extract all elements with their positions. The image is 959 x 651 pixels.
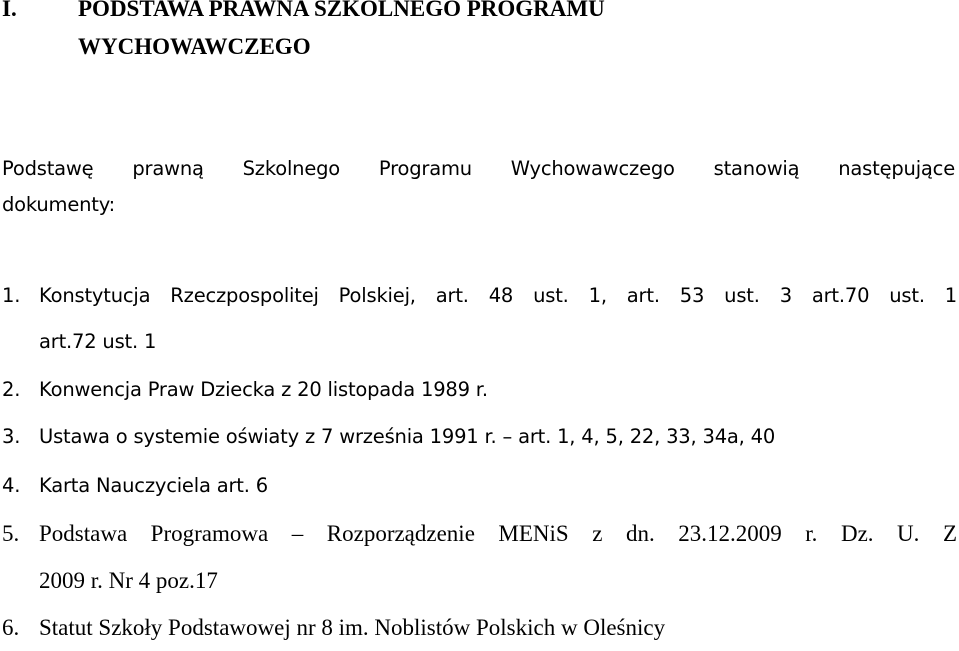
list-item-text: Ustawa o systemie oświaty z 7 września 1991 r. – art. 1, 4, 5, 22, 33, 34a, 40 [39,425,776,448]
list-item-text: Karta Nauczyciela art. 6 [39,474,268,497]
list-item-3 [2,425,957,455]
list-item-2 [2,378,957,408]
list-item-4 [2,474,957,504]
list-item-1-continuation: art.72 ust. 1 [39,330,157,353]
list-item-text: Statut Szkoły Podstawowej nr 8 im. Noblistów Polskich w Oleśnicy [39,615,666,640]
list-item-text: Podstawa Programowa – Rozporządzenie MENiS z dn. 23.12.2009 r. Dz. U. Z [39,521,957,546]
list-item-number: 6. [2,615,20,640]
list-item-number: 2. [2,378,21,401]
section-title-line-2: WYCHOWAWCZEGO [78,34,311,59]
section-title-line-1: PODSTAWA PRAWNA SZKOLNEGO PROGRAMU [78,0,605,21]
list-item-number: 4. [2,474,21,497]
list-item-number: 3. [2,425,21,448]
list-item-5-continuation: 2009 r. Nr 4 poz.17 [39,568,218,593]
intro-paragraph-line-1: Podstawę prawną Szkolnego Programu Wychowawczego stanowią następujące [2,157,955,180]
section-number: I. [2,0,17,21]
list-item-text: Konstytucja Rzeczpospolitej Polskiej, art. 48 ust. 1, art. 53 ust. 3 art.70 ust. 1 [39,284,957,307]
list-item-number: 1. [2,284,21,307]
list-item-text: Konwencja Praw Dziecka z 20 listopada 1989 r. [39,378,488,401]
list-item-1 [2,284,957,314]
list-item-5 [2,521,957,551]
list-item-6 [2,615,957,645]
intro-paragraph-line-2: dokumenty: [2,193,116,216]
list-item-number: 5. [2,521,20,546]
